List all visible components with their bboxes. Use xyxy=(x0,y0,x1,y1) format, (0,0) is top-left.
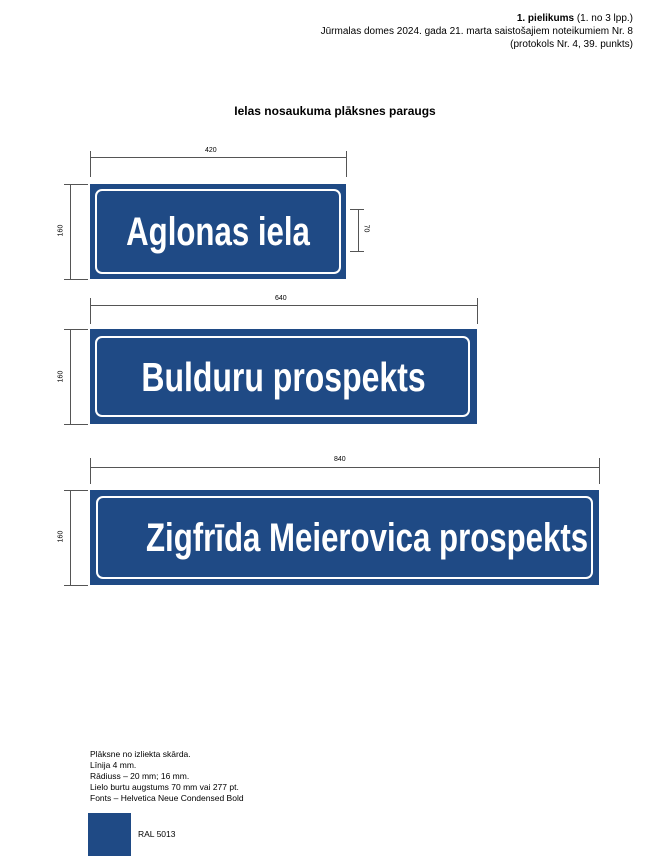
street-sign xyxy=(90,490,599,585)
dimension-tick xyxy=(64,424,88,425)
width-dimension-label: 420 xyxy=(205,147,217,154)
page-title: Ielas nosaukuma plāksnes paraugs xyxy=(234,104,436,118)
note-line: Līnija 4 mm. xyxy=(90,760,137,770)
sign-specification-notes xyxy=(90,749,244,804)
width-dimension-line xyxy=(90,467,599,468)
note-line: Fonts – Helvetica Neue Condensed Bold xyxy=(90,793,244,803)
note-line: Lielo burtu augstums 70 mm vai 277 pt. xyxy=(90,782,239,792)
width-dimension-line xyxy=(90,305,477,306)
dimension-tick xyxy=(477,298,478,324)
street-sign xyxy=(90,184,346,279)
height-dimension-line xyxy=(70,329,71,424)
dimension-tick xyxy=(350,209,364,210)
note-line: Plāksne no izliekta skārda. xyxy=(90,749,191,759)
dimension-tick xyxy=(64,279,88,280)
height-dimension-label: 160 xyxy=(57,370,65,383)
dimension-tick xyxy=(64,184,88,185)
letter-height-dimension-line xyxy=(358,209,359,251)
height-dimension-line xyxy=(70,490,71,585)
dimension-tick xyxy=(64,329,88,330)
dimension-tick xyxy=(90,298,91,324)
height-dimension-label: 160 xyxy=(57,530,65,543)
dimension-tick xyxy=(90,151,91,177)
letter-height-dimension-label: 70 xyxy=(362,224,370,233)
dimension-tick xyxy=(90,458,91,484)
color-swatch-label: RAL 5013 xyxy=(138,829,176,839)
height-dimension-line xyxy=(70,184,71,279)
width-dimension-label: 840 xyxy=(334,456,346,463)
annex-title-line xyxy=(321,12,633,25)
width-dimension-line xyxy=(90,157,346,158)
street-sign xyxy=(90,329,477,424)
width-dimension-label: 640 xyxy=(275,295,287,302)
annex-pages: (1. no 3 lpp.) xyxy=(576,13,633,24)
annex-regulation-line: Jūrmalas domes 2024. gada 21. marta saistošajiem noteikumiem Nr. 8 xyxy=(320,26,633,37)
dimension-tick xyxy=(599,458,600,484)
annex-header xyxy=(321,12,633,51)
annex-protocol-line: (protokols Nr. 4, 39. punkts) xyxy=(510,39,633,50)
dimension-tick xyxy=(350,251,364,252)
sign-street-name: Bulduru prospekts xyxy=(141,354,426,400)
height-dimension-label: 160 xyxy=(57,224,65,237)
dimension-tick xyxy=(64,490,88,491)
sign-street-name: Aglonas iela xyxy=(126,210,310,254)
note-line: Rādiuss – 20 mm; 16 mm. xyxy=(90,771,190,781)
color-swatch xyxy=(88,813,131,856)
dimension-tick xyxy=(64,585,88,586)
annex-label: 1. pielikums xyxy=(516,13,575,24)
dimension-tick xyxy=(346,151,347,177)
sign-street-name: Zigfrīda Meierovica prospekts xyxy=(145,516,589,560)
